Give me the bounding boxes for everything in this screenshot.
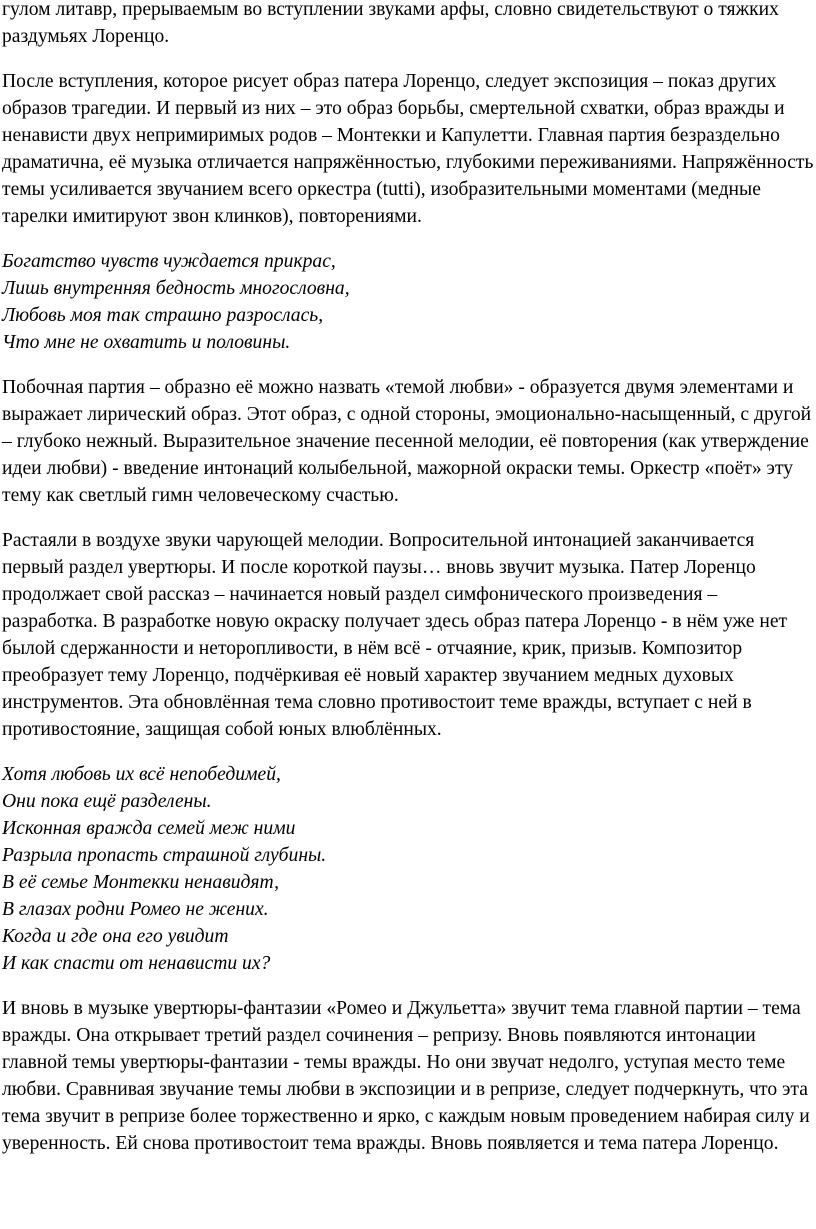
paragraph-development: Растаяли в воздухе звуки чарующей мелодии. Вопросительной интонацией заканчивается первый раздел увертюры. И после короткой паузы… вновь звучит музыка. Патер Лоренцо продолжает свой рассказ – начинается новый раздел симфонического произведения – разработка. В разработке новую окраску получает здесь образ патера Лоренцо - в нём уже нет былой сдержанности и неторопливости, в нём всё - отчаяние, крик, призыв. Композитор преобразует тему Лоренцо, подчёркивая её новый характер звучанием медных духовых инструментов. Эта обновлённая тема словно противостоит теме вражды, вступает с ней в противостояние, защищая собой юных влюблённых. [2, 530, 788, 740]
poem-line: И как спасти от ненависти их? [2, 953, 271, 974]
poem-line: Они пока ещё разделены. [2, 791, 212, 812]
poem-line: Когда и где она его увидит [2, 926, 229, 947]
poem-line: Что мне не охватить и половины. [2, 332, 291, 353]
poem-line: В её семье Монтекки ненавидят, [2, 872, 280, 893]
poem-line: Любовь моя так страшно разрослась, [2, 305, 324, 326]
poem-line: Разрыла пропасть страшной глубины. [2, 845, 327, 866]
paragraph-secondary-theme: Побочная партия – образно её можно назвать «темой любви» - образуется двумя элементами и выражает лирический образ. Этот образ, с одной стороны, эмоционально-насыщенный, с другой – глубоко нежный. Выразительное значение песенной мелодии, её повторения (как утверждение идеи любви) - введение интонаций колыбельной, мажорной окраски темы. Оркестр «поёт» эту тему как светлый гимн человеческому счастью. [2, 377, 812, 506]
paragraph-intro-end: гулом литавр, прерываемым во вступлении звуками арфы, словно свидетельствуют о тяжких раздумьях Лоренцо. [2, 0, 779, 47]
poem-line: Лишь внутренняя бедность многословна, [2, 278, 350, 299]
poem-line: Богатство чувств чуждается прикрас, [2, 251, 336, 272]
poem-line: Исконная вражда семей меж ними [2, 818, 296, 839]
paragraph-reprise: И вновь в музыке увертюры-фантазии «Ромео и Джульетта» звучит тема главной партии – тема вражды. Она открывает третий раздел сочинения – репризу. Вновь появляются интонации главной темы увертюры-фантазии - темы вражды. Но они звучат недолго, уступая место теме любви. Сравнивая звучание темы любви в экспозиции и в репризе, следует подчеркнуть, что эта тема звучит в репризе более торжественно и ярко, с каждым новым проведением набирая силу и уверенность. Ей снова противостоит тема вражды. Вновь появляется и тема патера Лоренцо. [2, 998, 810, 1154]
poem-quote-2 [2, 761, 814, 977]
poem-quote-1 [2, 248, 814, 356]
paragraph-exposition: После вступления, которое рисует образ патера Лоренцо, следует экспозиция – показ других образов трагедии. И первый из них – это образ борьбы, смертельной схватки, образ вражды и ненависти двух непримиримых родов – Монтекки и Капулетти. Главная партия безраздельно драматична, её музыка отличается напряжённостью, глубокими переживаниями. Напряжённость темы усиливается звучанием всего оркестра (tutti), изобразительными моментами (медные тарелки имитируют звон клинков), повторениями. [2, 71, 814, 227]
poem-line: В глазах родни Ромео не жених. [2, 899, 269, 920]
poem-line: Хотя любовь их всё непобедимей, [2, 764, 281, 785]
